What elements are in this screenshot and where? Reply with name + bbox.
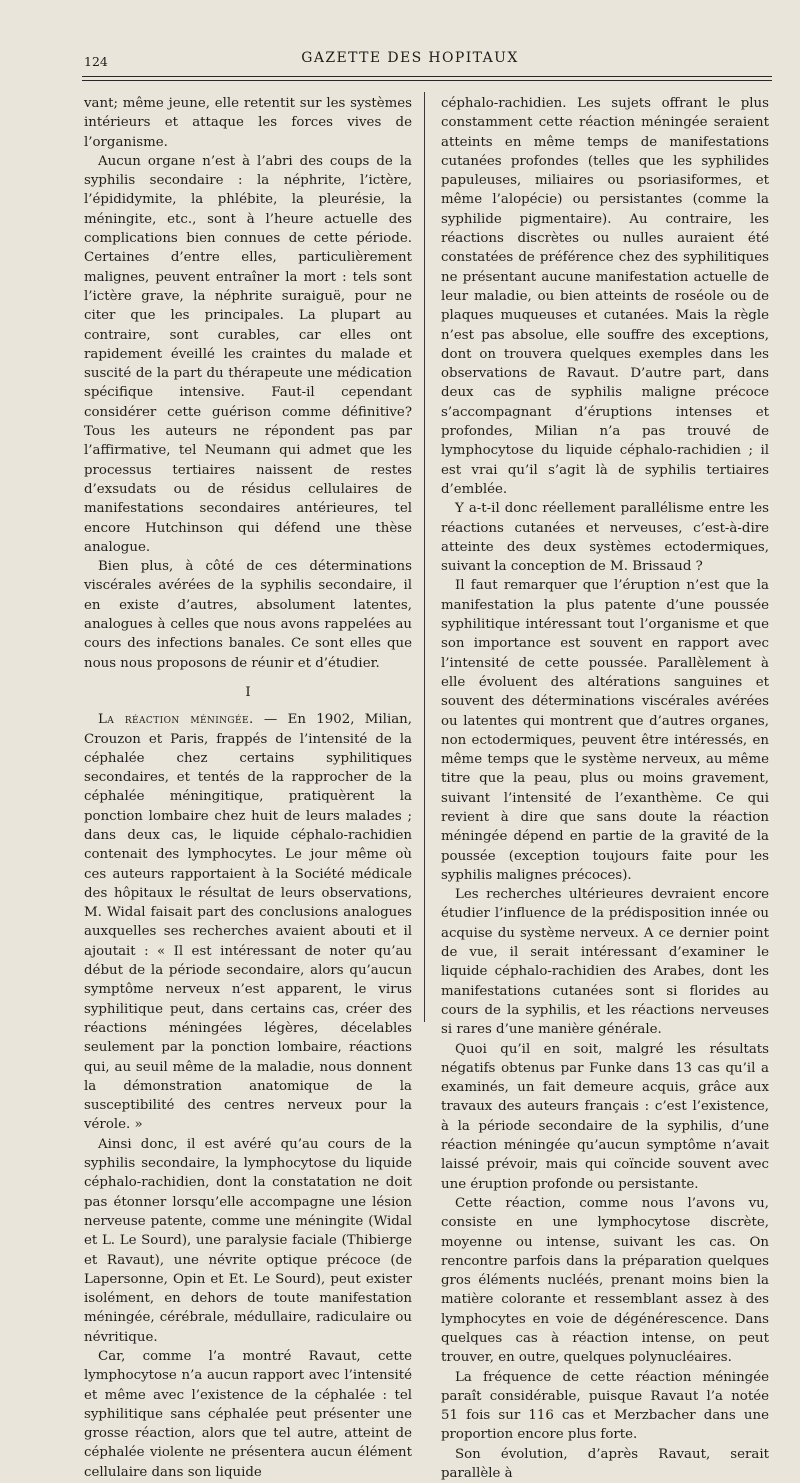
section-heading: La réaction méningée. bbox=[98, 712, 254, 728]
section-number: I bbox=[245, 684, 251, 700]
paragraph: Car, comme l’a montré Ravaut, cette lymphocytose n’a aucun rapport avec l’intensité et même avec l’existence de la céphalée : tel syphilitique sans céphalée peut présenter une grosse réaction, alors que tel autre, atteint de céphalée violente ne présentera aucun élément cellulaire dans son liquide bbox=[84, 1349, 412, 1480]
paragraph: La fréquence de cette réaction méningée paraît considérable, puisque Ravaut l’a notée 51 fois sur 116 cas et Merzbacher dans une proportion encore plus forte. bbox=[441, 1369, 769, 1443]
running-head-title: GAZETTE DES HOPITAUX bbox=[301, 50, 519, 66]
header-rule-thin bbox=[82, 80, 772, 81]
paragraph: Aucun organe n’est à l’abri des coups de la syphilis secondaire : la néphrite, l’ictère, l’épididymite, la phlébite, la pleurésie, la méningite, etc., sont à l’heure actuelle des complications bien connues de cette période. Certaines d’entre elles, particulièrement malignes, peuvent entraîner la mort : tels sont l’ictère grave, la néphrite suraiguë, pour ne citer que les principales. La plupart au contraire, sont curables, car elles ont rapidement éveillé les craintes du malade et suscité de la part du thérapeute une médication spécifique intensive. Faut-il cependant considérer cette guérison comme définitive? Tous les auteurs ne répondent pas par l’affirmative, tel Neumann qui admet que les processus tertiaires naissent de restes d’exsudats ou de résidus cellulaires de manifestations secondaires antérieures, tel encore Hutchinson qui défend une thèse analogue. bbox=[84, 153, 412, 555]
right-column bbox=[441, 94, 769, 1483]
paragraph bbox=[84, 710, 412, 1135]
paragraph: Il faut remarquer que l’éruption n’est que la manifestation la plus patente d’une poussée syphilitique intéressant tout l’organisme et que son importance est souvent en rapport avec l’intensité de cette poussée. Parallèlement à elle évoluent des altérations sanguines et souvent des déterminations viscérales avérées ou latentes qui montrent que d’autres organes, non ectodermiques, peuvent être intéressés, en même temps que le système nerveux, au même titre que la peau, plus ou moins gravement, suivant l’intensité de l’exanthème. Ce qui revient à dire que sans doute la réaction méningée dépend en partie de la gravité de la poussée (exception toujours faite pour les syphilis malignes précoces). bbox=[441, 578, 769, 883]
page-number: 124 bbox=[84, 54, 108, 69]
header-rule-thick bbox=[82, 76, 772, 77]
paragraph: vant; même jeune, elle retentit sur les systèmes intérieurs et attaque les forces vives de l’organisme. bbox=[84, 96, 412, 150]
paragraph: Son évolution, d’après Ravaut, serait parallèle à bbox=[441, 1446, 769, 1482]
paragraph: Y a-t-il donc réellement parallélisme entre les réactions cutanées et nerveuses, c’est-à-dire atteinte des deux systèmes ectodermiques, suivant la conception de M. Brissaud ? bbox=[441, 501, 769, 575]
paragraph: Bien plus, à côté de ces déterminations viscérales avérées de la syphilis secondaire, il en existe d’autres, absolument latentes, analogues à celles que nous avons rappelées au cours des infections banales. Ce sont elles que nous nous proposons de réunir et d’étudier. bbox=[84, 559, 412, 671]
left-column bbox=[84, 94, 412, 1482]
column-divider bbox=[424, 92, 425, 1022]
paragraph: Ainsi donc, il est avéré qu’au cours de la syphilis secondaire, la lymphocytose du liquide céphalo-rachidien, dont la constatation ne doit pas étonner lorsqu’elle accompagne une lésion nerveuse patente, comme une méningite (Widal et L. Le Sourd), une paralysie faciale (Thibierge et Ravaut), une névrite optique précoce (de Lapersonne, Opin et Et. Le Sourd), peut exister isolément, en dehors de toute manifestation méningée, cérébrale, médullaire, radiculaire ou névritique. bbox=[84, 1136, 412, 1345]
paragraph: céphalo-rachidien. Les sujets offrant le plus constamment cette réaction méningée seraient atteints en même temps de manifestations cutanées profondes (telles que les syphilides papuleuses, miliaires ou psoriasiformes, et même l’alopécie) ou persistantes (comme la syphilide pigmentaire). Au contraire, les réactions discrètes ou nulles auraient été constatées de préférence chez des syphilitiques ne présentant aucune manifestation actuelle de leur maladie, ou bien atteints de roséole ou de plaques muqueuses et cutanées. Mais la règle n’est pas absolue, elle souffre des exceptions, dont on trouvera quelques exemples dans les observations de Ravaut. D’autre part, dans deux cas de syphilis maligne précoce s’accompagnant d’éruptions intenses et profondes, Milian n’a pas trouvé de lymphocytose du liquide céphalo-rachidien ; il est vrai qu’il s’agit là de syphilis tertiaires d’emblée. bbox=[441, 96, 769, 497]
paragraph-text: — En 1902, Milian, Crouzon et Paris, frappés de l’intensité de la céphalée chez certains syphilitiques secondaires, et tentés de la rapprocher de la céphalée méningitique, pratiquèrent la ponction lombaire chez huit de leurs malades ; dans deux cas, le liquide céphalo-rachidien contenait des lymphocytes. Le jour même où ces auteurs rapportaient à la Société médicale des hôpitaux le résultat de leurs observations, M. Widal faisait part des conclusions analogues auxquelles ses recherches avaient abouti et il ajoutait : « Il est intéressant de noter qu’au début de la période secondaire, alors qu’aucun symptôme nerveux n’est apparent, le virus syphilitique peut, dans certains cas, créer des réactions méningées légères, décelables seulement par la ponction lombaire, réactions qui, au seuil même de la maladie, nous donnent la démonstration anatomique de la susceptibilité des centres nerveux pour la vérole. » bbox=[84, 712, 413, 1133]
paragraph: Les recherches ultérieures devraient encore étudier l’influence de la prédisposition innée ou acquise du système nerveux. A ce dernier point de vue, il serait intéressant d’examiner le liquide céphalo-rachidien des Arabes, dont les manifestations cutanées sont si florides au cours de la syphilis, et les réactions nerveuses si rares d’une manière générale. bbox=[441, 887, 769, 1038]
paragraph: Cette réaction, comme nous l’avons vu, consiste en une lymphocytose discrète, moyenne ou intense, suivant les cas. On rencontre parfois dans la préparation quelques gros éléments nucléés, prenant moins bien la matière colorante et ressemblant assez à des lymphocytes en voie de dégénérescence. Dans quelques cas à réaction intense, on peut trouver, en outre, quelques polynucléaires. bbox=[441, 1195, 769, 1366]
paragraph: Quoi qu’il en soit, malgré les résultats négatifs obtenus par Funke dans 13 cas qu’il a examinés, un fait demeure acquis, grâce aux travaux des auteurs français : c’est l’existence, à la période secondaire de la syphilis, d’une réaction méningée qu’aucun symptôme n’avait laissé prévoir, mais qui coïncide souvent avec une éruption profonde ou persistante. bbox=[441, 1041, 769, 1192]
